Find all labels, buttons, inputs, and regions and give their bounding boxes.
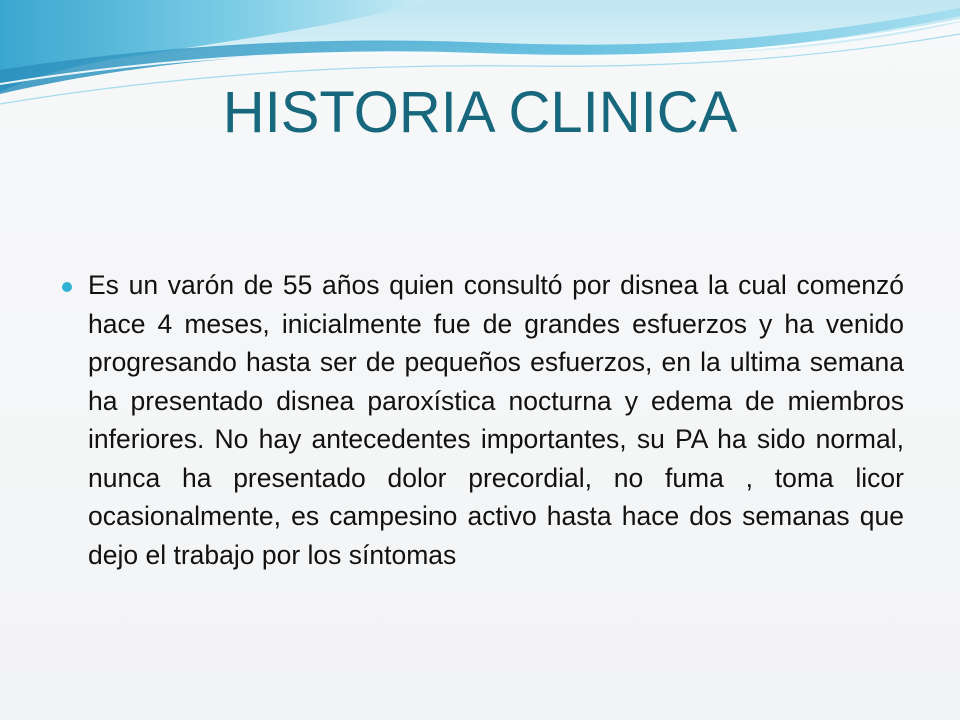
slide-title: HISTORIA CLINICA: [222, 80, 738, 145]
bullet-text: Es un varón de 55 años quien consultó por disnea la cual comenzó hace 4 meses, inicialmente fue de grandes esfuerzos y ha venido progresando hasta ser de pequeños esfuerzos, en la ultima semana ha presentado disnea paroxística nocturna y edema de miembros inferiores. No hay antecedentes importantes, su PA ha sido normal, nunca ha presentado dolor precordial, no fuma , toma licor ocasionalmente, es campesino activo hasta hace dos semanas que dejo el trabajo por los síntomas: [88, 270, 904, 570]
bullet-dot-icon: [62, 282, 72, 292]
